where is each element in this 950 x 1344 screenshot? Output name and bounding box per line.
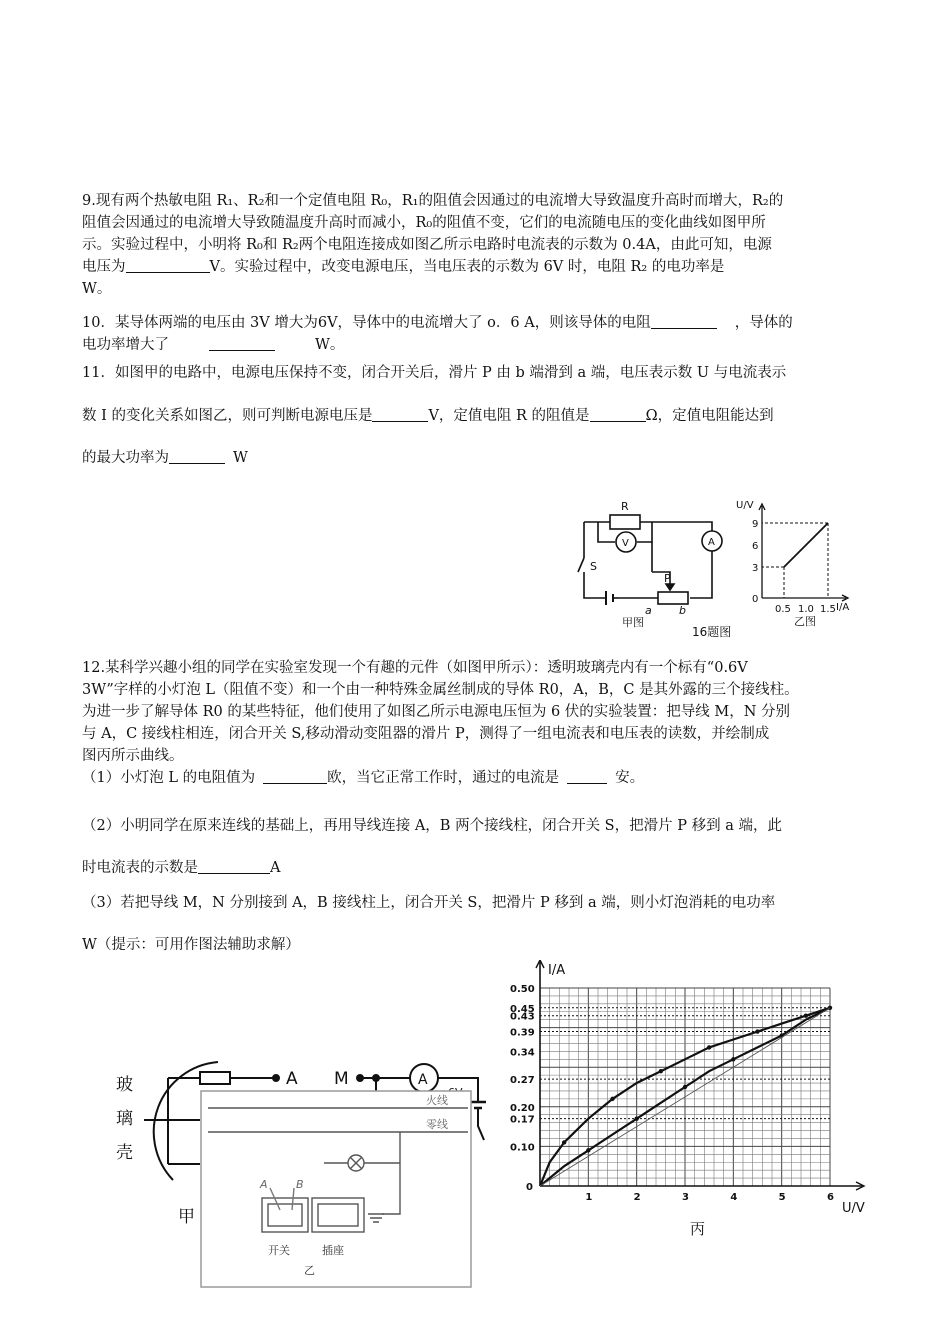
q12-answer-blank-current[interactable]: [567, 767, 607, 784]
q12-line-2: 3W”字样的小灯泡 L（阻值不变）和一个由一种特殊金属丝制成的导体 R0，A，B，C 是其外露的三个接线柱。: [82, 682, 799, 698]
fig16-label-r: R: [621, 500, 629, 513]
figure-16: [566, 496, 850, 641]
fig16-caption-yi: 乙图: [794, 615, 816, 628]
chart-ytick-label: 0.45: [510, 1003, 535, 1015]
q11-line-1: 11．如图甲的电路中，电源电压保持不变，闭合开关后，滑片 P 由 b 端滑到 a 端，电压表示数 U 与电流表示: [82, 365, 787, 381]
figure-yi-inset: [200, 1090, 472, 1288]
q11-line-2-start: 数 I 的变化关系如图乙，则可判断电源电压是: [82, 408, 373, 424]
chart-ylabel: I/A: [548, 963, 566, 978]
q11-line-3: [82, 447, 872, 469]
chart-point: [659, 1069, 663, 1073]
chart-xlabel: U/V: [842, 1201, 865, 1216]
q12-line-4: 与 A，C 接线柱相连，闭合开关 S,移动滑动变阻器的滑片 P，测得了一组电流表和电压表的读数，并绘制成: [82, 726, 770, 742]
fig-yi-switch-box: [262, 1198, 308, 1232]
chart-point: [707, 1045, 711, 1049]
q9-answer-blank-voltage[interactable]: [126, 256, 210, 273]
chart-ytick-label: 0.43: [510, 1011, 535, 1023]
chart-caption: 丙: [690, 1220, 706, 1238]
q12-part-1-start: （1）小灯泡 L 的电阻值为: [82, 770, 256, 786]
fig16-rheostat: [658, 592, 688, 604]
fig-yi-socket-box: [312, 1198, 364, 1232]
q12-part-3-line-2: W（提示：可用作图法辅助求解）: [82, 937, 300, 953]
q11-answer-blank-voltage[interactable]: [372, 405, 428, 422]
q12-part-2-start: 时电流表的示数是: [82, 860, 198, 876]
fig-jia-switch: [478, 1108, 484, 1140]
fig16-xtick-0-5: 0.5: [775, 604, 791, 615]
fig16-ytick-9: 9: [752, 519, 759, 530]
fig-jia-resistor-r0: [200, 1072, 230, 1084]
chart-ytick-label: 0.39: [510, 1027, 535, 1039]
chart-ytick-label: 0.17: [510, 1114, 535, 1126]
fig-yi-label-neutral: 零线: [426, 1118, 448, 1131]
chart-origin-label: 0: [526, 1182, 533, 1193]
chart-ytick-label: 0.34: [510, 1047, 535, 1059]
q11-answer-blank-power[interactable]: [169, 447, 225, 464]
fig16-caption-title: 16题图: [692, 625, 732, 639]
q10-line-2-start: 电功率增大了: [82, 337, 169, 353]
q10-answer-blank-power[interactable]: [209, 334, 275, 351]
fig16-label-b-end: b: [679, 604, 686, 617]
question-12: [82, 657, 872, 789]
chart-point: [683, 1085, 687, 1089]
q10-line-2-end: W。: [315, 337, 345, 353]
fig-yi-label-b: B: [296, 1178, 304, 1191]
fig16-resistor-r: [610, 515, 640, 529]
fig16-ytick-3: 3: [752, 563, 759, 574]
fig16-ytick-6: 6: [752, 541, 759, 552]
q12-part-2-line-2: [82, 857, 872, 879]
chart-xtick-label: 6: [827, 1192, 834, 1203]
fig-jia-label-glass-1: 玻: [116, 1075, 133, 1095]
chart-xtick-label: 5: [778, 1192, 786, 1203]
fig-jia-label-glass-3: 壳: [116, 1143, 133, 1163]
q11-answer-blank-resistance[interactable]: [590, 405, 646, 422]
fig16-graph-ylabel: U/V: [736, 500, 754, 511]
fig16-label-a-end: a: [645, 604, 652, 617]
fig16-graph-xlabel: I/A: [836, 602, 850, 613]
fig16-label-v: V: [622, 538, 629, 549]
fig16-graph-line: [784, 523, 828, 567]
fig-jia-label-ammeter: A: [418, 1072, 428, 1088]
question-11: [82, 362, 872, 384]
q10-line-1: [82, 312, 872, 334]
chart-point: [804, 1014, 808, 1018]
chart-point: [634, 1116, 638, 1120]
fig-yi-label-a: A: [260, 1178, 268, 1191]
q11-line-3-start: 的最大功率为: [82, 450, 169, 466]
q9-line-4: [82, 256, 872, 278]
chart-ytick-label: 0.10: [510, 1142, 535, 1154]
q12-part-1-mid: 欧，当它正常工作时，通过的电流是: [327, 770, 560, 786]
fig16-label-a: A: [708, 537, 715, 548]
chart-ytick-label: 0.27: [510, 1075, 535, 1087]
chart-point: [828, 1006, 832, 1010]
fig16-xtick-1-0: 1.0: [798, 604, 814, 615]
q12-part-2-end: A: [270, 860, 281, 876]
q9-line-3: 示。实验过程中，小明将 R₀和 R₂两个电阻连接成如图乙所示电路时电流表的示数为 0.4A，由此可知，电源: [82, 237, 772, 253]
q10-line-2: [82, 334, 872, 356]
q9-line-4-start: 电压为: [82, 259, 126, 275]
chart-xtick-label: 2: [633, 1192, 641, 1203]
chart-point: [610, 1097, 614, 1101]
fig-yi-label-live: 火线: [426, 1094, 448, 1107]
chart-xtick-label: 3: [682, 1192, 689, 1203]
fig16-label-p: P: [664, 572, 671, 585]
q9-line-2: 阻值会因通过的电流增大导致随温度升高时而减小，R₀的阻值不变，它们的电流随电压的变化曲线如图甲所: [82, 215, 766, 231]
fig-jia-label-m: M: [334, 1069, 349, 1089]
question-9: [82, 190, 872, 300]
question-10: [82, 312, 872, 356]
fig-yi-caption: 乙: [304, 1264, 315, 1277]
chart-ytick-label: 0.50: [510, 984, 535, 995]
q12-part-3-line-1: （3）若把导线 M，N 分别接到 A，B 接线柱上，闭合开关 S，把滑片 P 移到 a 端，则小灯泡消耗的电功率: [82, 895, 776, 911]
fig-yi-label-socket: 插座: [322, 1244, 344, 1257]
q9-line-5: W。: [82, 281, 112, 297]
chart-point: [586, 1148, 590, 1152]
q9-line-1: 9.现有两个热敏电阻 R₁、R₂和一个定值电阻 R₀，R₁的阻值会因通过的电流增大导致温度升高时而增大，R₂的: [82, 193, 784, 209]
chart-xtick-label: 1: [585, 1192, 593, 1203]
fig-jia-label-glass-2: 璃: [116, 1109, 133, 1129]
q12-answer-blank-ammeter[interactable]: [198, 857, 270, 874]
chart-series: [540, 1006, 832, 1186]
q10-line-1-start: 10．某导体两端的电压由 3V 增大为6V，导体中的电流增大了 o．6 A，则该导体的电阻: [82, 315, 651, 331]
q12-part-1-end: 安。: [615, 770, 645, 786]
chart-point: [562, 1140, 566, 1144]
fig-jia-battery: [470, 1102, 486, 1108]
fig16-xtick-1-5: 1.5: [820, 604, 836, 615]
figure-bing-chart: [500, 960, 900, 1240]
q9-line-4-end: V。实验过程中，改变电源电压，当电压表的示数为 6V 时，电阻 R₂ 的电功率是: [209, 259, 725, 275]
q10-answer-blank-resistance[interactable]: [651, 312, 717, 329]
chart-xtick-label: 4: [730, 1192, 738, 1203]
chart-point: [731, 1057, 735, 1061]
chart-point: [755, 1029, 759, 1033]
q11-line-3-end: W: [233, 450, 248, 466]
q12-line-3: 为进一步了解导体 R0 的某些特征，他们使用了如图乙所示电源电压恒为 6 伏的实验装置：把导线 M，N 分别: [82, 704, 791, 720]
fig-jia-caption: 甲: [178, 1207, 195, 1227]
q11-line-2-mid: V，定值电阻 R 的阻值是: [428, 408, 590, 424]
q12-part-2-line-1: （2）小明同学在原来连线的基础上，再用导线连接 A，B 两个接线柱，闭合开关 S，把滑片 P 移到 a 端，此: [82, 818, 782, 834]
q12-line-5: 图丙所示曲线。: [82, 748, 184, 764]
fig-jia-label-a: A: [286, 1069, 298, 1089]
fig16-switch: [578, 558, 584, 572]
fig-yi-label-switch: 开关: [268, 1244, 290, 1257]
q12-part-1: [82, 767, 872, 789]
fig16-battery: [606, 591, 613, 605]
fig16-label-s: S: [590, 560, 597, 573]
fig16-wire-top: [584, 522, 712, 586]
q11-line-2: [82, 405, 872, 427]
q12-line-1: 12.某科学兴趣小组的同学在实验室发现一个有趣的元件（如图甲所示）：透明玻璃壳内有一个标有“0.6V: [82, 660, 748, 676]
q11-line-2-end: Ω，定值电阻能达到: [645, 408, 774, 424]
chart-ytick-label: 0.20: [510, 1102, 535, 1114]
fig16-ytick-0: 0: [752, 594, 759, 605]
fig16-caption-jia: 甲图: [622, 616, 644, 629]
chart-labels: [510, 963, 865, 1238]
q10-line-1-end: ，导体的: [734, 315, 793, 331]
q12-answer-blank-resistance[interactable]: [263, 767, 327, 784]
